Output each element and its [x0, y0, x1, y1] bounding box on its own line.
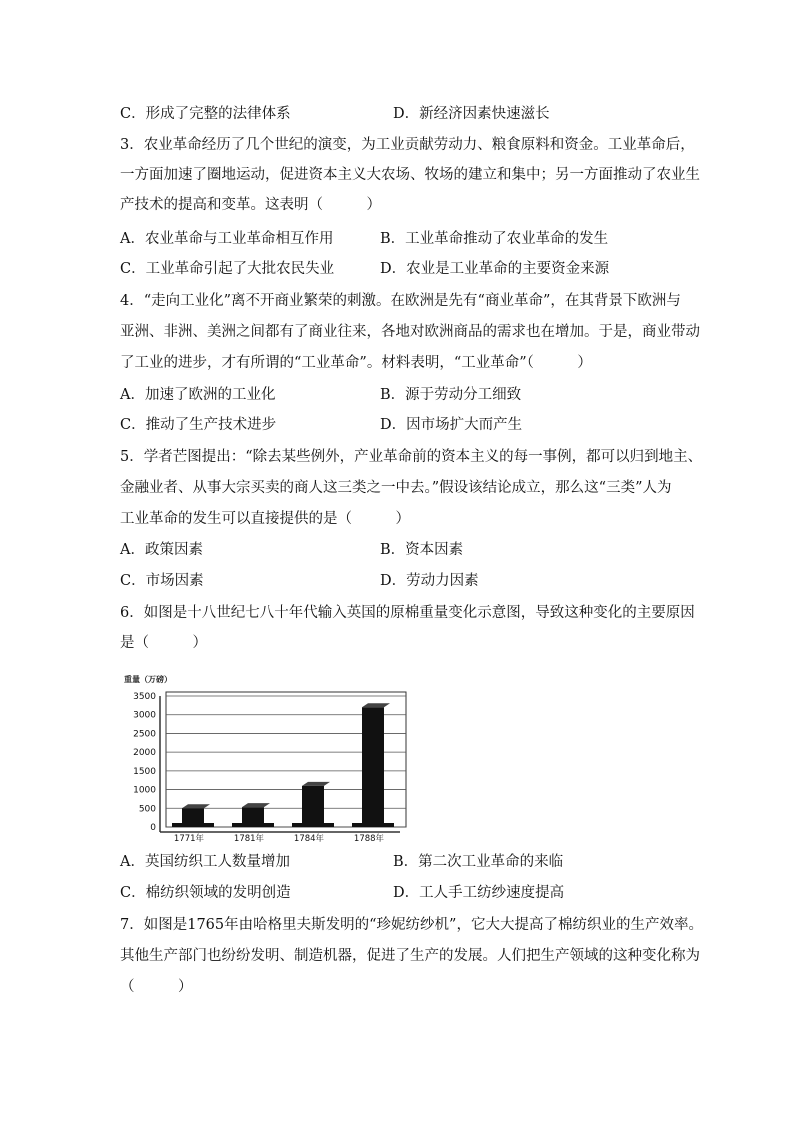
cotton-import-chart — [118, 670, 418, 850]
q7-stem-line-2: 其他生产部门也纷纷发明、制造机器，促进了生产的发展。人们把生产领域的这种变化称为 — [120, 948, 700, 964]
q5-option-d: D．劳动力因素 — [380, 573, 479, 589]
chart-bar-base — [232, 823, 274, 827]
q2-option-d: D．新经济因素快速滋长 — [393, 106, 550, 122]
q6-option-c: C．棉纺织领域的发明创造 — [120, 885, 291, 901]
q5-stem-line-2: 金融业者、从事大宗买卖的商人这三类之一中去。”假设该结论成立，那么这“三类”人为 — [120, 480, 672, 496]
chart-ytick-label: 2500 — [133, 729, 156, 740]
q5-option-a: A．政策因素 — [120, 542, 203, 558]
q6-option-d: D．工人手工纺纱速度提高 — [393, 885, 565, 901]
q7-stem-line-1: 7．如图是1765年由哈格里夫斯发明的“珍妮纺纱机”，它大大提高了棉纺织业的生产效率。 — [120, 917, 703, 933]
q3-stem-line-3: 产技术的提高和变革。这表明（ ） — [120, 197, 381, 213]
q3-option-c: C．工业革命引起了大批农民失业 — [120, 261, 335, 277]
q6-stem-line-1: 6．如图是十八世纪七八十年代输入英国的原棉重量变化示意图，导致这种变化的主要原因 — [120, 605, 695, 621]
q7-stem-line-3: （ ） — [120, 979, 193, 995]
q5-option-c: C．市场因素 — [120, 573, 204, 589]
q3-stem-line-1: 3．农业革命经历了几个世纪的演变，为工业贡献劳动力、粮食原料和资金。工业革命后， — [120, 137, 695, 153]
q4-option-c: C．推动了生产技术进步 — [120, 417, 277, 433]
chart-ytick-label: 1000 — [133, 785, 156, 796]
q3-stem-line-2: 一方面加速了圈地运动，促进资本主义大农场、牧场的建立和集中；另一方面推动了农业生 — [120, 167, 700, 183]
q4-stem-line-1: 4．“走向工业化”离不开商业繁荣的刺激。在欧洲是先有“商业革命”，在其背景下欧洲与 — [120, 293, 681, 309]
q4-option-d: D．因市场扩大而产生 — [380, 417, 523, 433]
q4-option-b: B．源于劳动分工细致 — [380, 387, 522, 403]
chart-yticks — [133, 692, 156, 833]
q6-option-b: B．第二次工业革命的来临 — [393, 854, 564, 870]
chart-bar — [302, 786, 324, 827]
chart-bar-base — [292, 823, 334, 827]
q4-stem-line-3: 了工业的进步，才有所谓的“工业革命”。材料表明，“工业革命”（ ） — [120, 355, 592, 371]
q2-option-c: C．形成了完整的法律体系 — [120, 106, 291, 122]
chart-ytick-label: 3000 — [133, 710, 156, 721]
chart-bar-base — [352, 823, 394, 827]
q5-option-b: B．资本因素 — [380, 542, 464, 558]
chart-xtick-label: 1788年 — [353, 834, 385, 844]
q3-option-a: A．农业革命与工业革命相互作用 — [120, 231, 334, 247]
q5-stem-line-1: 5．学者芒图提出：“除去某些例外，产业革命前的资本主义的每一事例，都可以归到地主、 — [120, 449, 703, 465]
q3-option-d: D．农业是工业革命的主要资金来源 — [380, 261, 610, 277]
chart-bar-top — [362, 703, 390, 707]
chart-ylabel: 重量（万磅） — [124, 675, 172, 684]
chart-bar — [362, 707, 384, 827]
q5-stem-line-3: 工业革命的发生可以直接提供的是（ ） — [120, 511, 410, 527]
chart-ytick-label: 0 — [150, 823, 156, 833]
q3-option-b: B．工业革命推动了农业革命的发生 — [380, 231, 609, 247]
chart-svg — [118, 670, 418, 850]
chart-xtick-label: 1784年 — [293, 834, 325, 844]
chart-ytick-label: 3500 — [133, 692, 156, 702]
q4-option-a: A．加速了欧洲的工业化 — [120, 387, 276, 403]
chart-ytick-label: 2000 — [133, 748, 156, 759]
chart-bar-top — [302, 782, 330, 786]
chart-xticks — [174, 833, 385, 844]
chart-bar-base — [172, 823, 214, 827]
q4-stem-line-2: 亚洲、非洲、美洲之间都有了商业往来，各地对欧洲商品的需求也在增加。于是，商业带动 — [120, 324, 700, 340]
q6-option-a: A．英国纺织工人数量增加 — [120, 854, 290, 870]
chart-xtick-label: 1781年 — [233, 834, 265, 844]
chart-bar-top — [182, 804, 210, 808]
chart-bar-top — [242, 803, 270, 807]
chart-xtick-label: 1771年 — [173, 834, 205, 844]
q6-stem-line-2: 是（ ） — [120, 635, 207, 651]
chart-ytick-label: 1500 — [133, 766, 156, 777]
chart-ytick-label: 500 — [138, 804, 156, 815]
